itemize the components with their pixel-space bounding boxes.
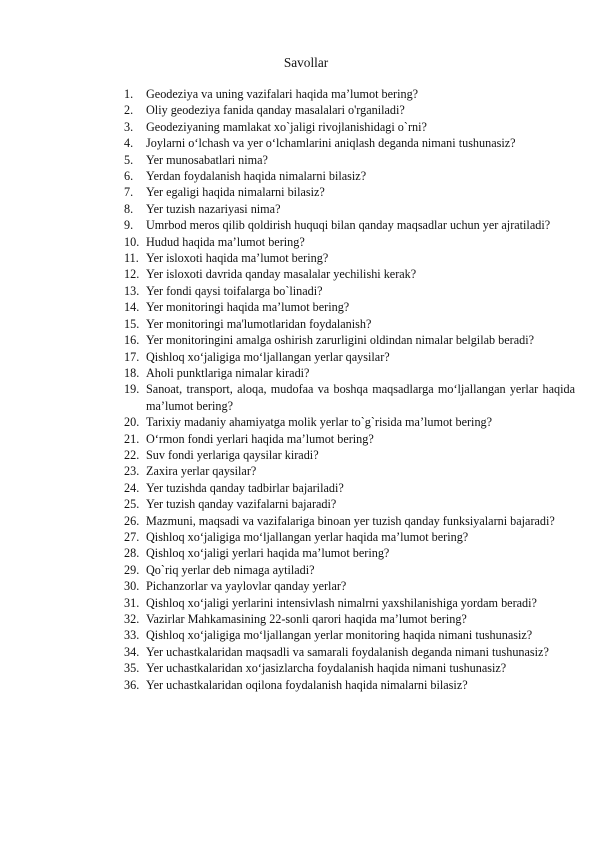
question-item (124, 644, 575, 660)
question-item (124, 250, 575, 266)
question-number: 13. (124, 283, 140, 298)
question-text: Yer tuzish nazariyasi nima? (146, 201, 281, 216)
question-number: 30. (124, 579, 140, 594)
question-number: 32. (124, 612, 140, 626)
question-number: 27. (124, 529, 140, 544)
question-text: Qishloq xo‘jaligiga mo‘ljallangan yerlar haqida ma’lumot bering? (146, 529, 469, 544)
question-number: 9. (124, 218, 134, 233)
question-number: 4. (124, 136, 134, 151)
question-item (124, 595, 575, 611)
question-text: Qishloq xo‘jaligi yerlari haqida ma’lumot bering? (146, 546, 390, 561)
question-number: 36. (124, 677, 140, 692)
question-number: 35. (124, 661, 140, 676)
question-item (124, 611, 575, 627)
question-item (124, 381, 575, 414)
question-text: Zaxira yerlar qaysilar? (146, 464, 257, 479)
question-item (124, 447, 575, 463)
question-item (124, 365, 575, 381)
question-item (124, 660, 575, 676)
question-number: 11. (124, 251, 139, 266)
question-list (124, 86, 575, 693)
question-text: Mazmuni, maqsadi va vazifalariga binoan yer tuzish qanday funksiyalarni bajaradi? (146, 513, 555, 528)
question-item (124, 332, 575, 348)
question-text: Yer monitoringi haqida ma’lumot bering? (146, 300, 350, 315)
question-number: 22. (124, 447, 140, 462)
question-item (124, 316, 575, 332)
question-number: 10. (124, 234, 140, 249)
question-number: 3. (124, 119, 134, 134)
question-item (124, 349, 575, 365)
question-number: 34. (124, 644, 140, 659)
question-item (124, 562, 575, 578)
question-item (124, 578, 575, 594)
question-number: 29. (124, 562, 140, 577)
question-number: 18. (124, 365, 140, 380)
question-number: 23. (124, 464, 140, 479)
question-item (124, 431, 575, 447)
question-number: 24. (124, 480, 140, 495)
question-text: Yerdan foydalanish haqida nimalarni bilasiz? (146, 169, 367, 184)
question-item (124, 677, 575, 693)
question-item (124, 513, 575, 529)
question-item (124, 480, 575, 496)
question-item (124, 217, 575, 233)
question-number: 26. (124, 513, 140, 528)
question-text: Suv fondi yerlariga qaysilar kiradi? (146, 447, 319, 462)
question-number: 17. (124, 349, 140, 364)
question-item (124, 86, 575, 102)
question-item (124, 102, 575, 118)
question-text: Oliy geodeziya fanida qanday masalalari o'rganiladi? (146, 103, 405, 118)
question-item (124, 529, 575, 545)
question-text: Pichanzorlar va yaylovlar qanday yerlar? (146, 579, 347, 594)
question-number: 16. (124, 333, 140, 348)
question-item (124, 168, 575, 184)
question-text: Yer fondi qaysi toifalarga bo`linadi? (146, 283, 323, 298)
question-number: 21. (124, 431, 140, 446)
question-text: Yer monitoringi ma'lumotlaridan foydalanish? (146, 316, 372, 331)
question-text: Qo`riq yerlar deb nimaga aytiladi? (146, 562, 315, 577)
question-item (124, 234, 575, 250)
question-item (124, 135, 575, 151)
question-item (124, 283, 575, 299)
question-text: Yer uchastkalaridan oqilona foydalanish haqida nimalarni bilasiz? (146, 677, 468, 692)
question-text: Yer munosabatlari nima? (146, 152, 268, 167)
question-text: Qishloq xo‘jaligiga mo‘ljallangan yerlar qaysilar? (146, 349, 390, 364)
question-text: Vazirlar Mahkamasining 22-sonli qarori haqida ma’lumot bering? (146, 612, 467, 626)
question-item (124, 119, 575, 135)
question-text: Sanoat, transport, aloqa, mudofaa va boshqa maqsadlarga mo‘ljallangan yerlar haqida ma’lumot bering? (146, 382, 575, 413)
question-number: 19. (124, 382, 140, 397)
question-text: Yer tuzishda qanday tadbirlar bajariladi? (146, 480, 344, 495)
question-number: 31. (124, 595, 140, 610)
question-number: 7. (124, 185, 134, 200)
question-item (124, 496, 575, 512)
question-number: 6. (124, 169, 134, 184)
question-number: 15. (124, 316, 140, 331)
question-text: Geodeziya va uning vazifalari haqida ma’lumot bering? (146, 87, 419, 101)
question-text: Yer egaligi haqida nimalarni bilasiz? (146, 185, 325, 200)
question-text: Joylarni o‘lchash va yer o‘lchamlarini aniqlash deganda nimani tushunasiz? (146, 136, 516, 151)
question-item (124, 463, 575, 479)
question-number: 1. (124, 87, 134, 101)
question-number: 8. (124, 201, 134, 216)
question-text: Yer tuzish qanday vazifalarni bajaradi? (146, 497, 337, 512)
question-text: Geodeziyaning mamlakat xo`jaligi rivojlanishidagi o`rni? (146, 119, 427, 134)
question-text: Yer monitoringini amalga oshirish zarurligini oldindan nimalar belgilab beradi? (146, 333, 534, 348)
question-text: Qishloq xo‘jaligi yerlarini intensivlash nimalrni yaxshilanishiga yordam beradi? (146, 595, 537, 610)
question-item (124, 299, 575, 315)
question-item (124, 201, 575, 217)
question-number: 33. (124, 628, 140, 643)
question-text: Yer isloxoti davrida qanday masalalar yechilishi kerak? (146, 267, 417, 282)
question-number: 5. (124, 152, 134, 167)
question-text: Umrbod meros qilib qoldirish huquqi bilan qanday maqsadlar uchun yer ajratiladi? (146, 218, 551, 233)
question-text: Aholi punktlariga nimalar kiradi? (146, 365, 310, 380)
question-item (124, 545, 575, 561)
page-title: Savollar (283, 55, 329, 70)
question-text: Yer isloxoti haqida ma’lumot bering? (146, 251, 329, 266)
question-text: Hudud haqida ma’lumot bering? (146, 234, 305, 249)
question-number: 12. (124, 267, 140, 282)
question-text: O‘rmon fondi yerlari haqida ma’lumot bering? (146, 431, 374, 446)
question-item (124, 152, 575, 168)
question-item (124, 414, 575, 430)
question-item (124, 627, 575, 643)
question-number: 14. (124, 300, 140, 315)
question-number: 28. (124, 546, 140, 561)
question-number: 20. (124, 415, 140, 430)
question-item (124, 266, 575, 282)
question-text: Yer uchastkalaridan xo‘jasizlarcha foydalanish haqida nimani tushunasiz? (146, 661, 507, 676)
question-text: Qishloq xo‘jaligiga mo‘ljallangan yerlar monitoring haqida nimani tushunasiz? (146, 628, 533, 643)
question-text: Tarixiy madaniy ahamiyatga molik yerlar to`g`risida ma’lumot bering? (146, 415, 493, 430)
question-item (124, 184, 575, 200)
question-number: 25. (124, 497, 140, 512)
question-number: 2. (124, 103, 134, 118)
question-text: Yer uchastkalaridan maqsadli va samarali foydalanish deganda nimani tushunasiz? (146, 644, 549, 659)
